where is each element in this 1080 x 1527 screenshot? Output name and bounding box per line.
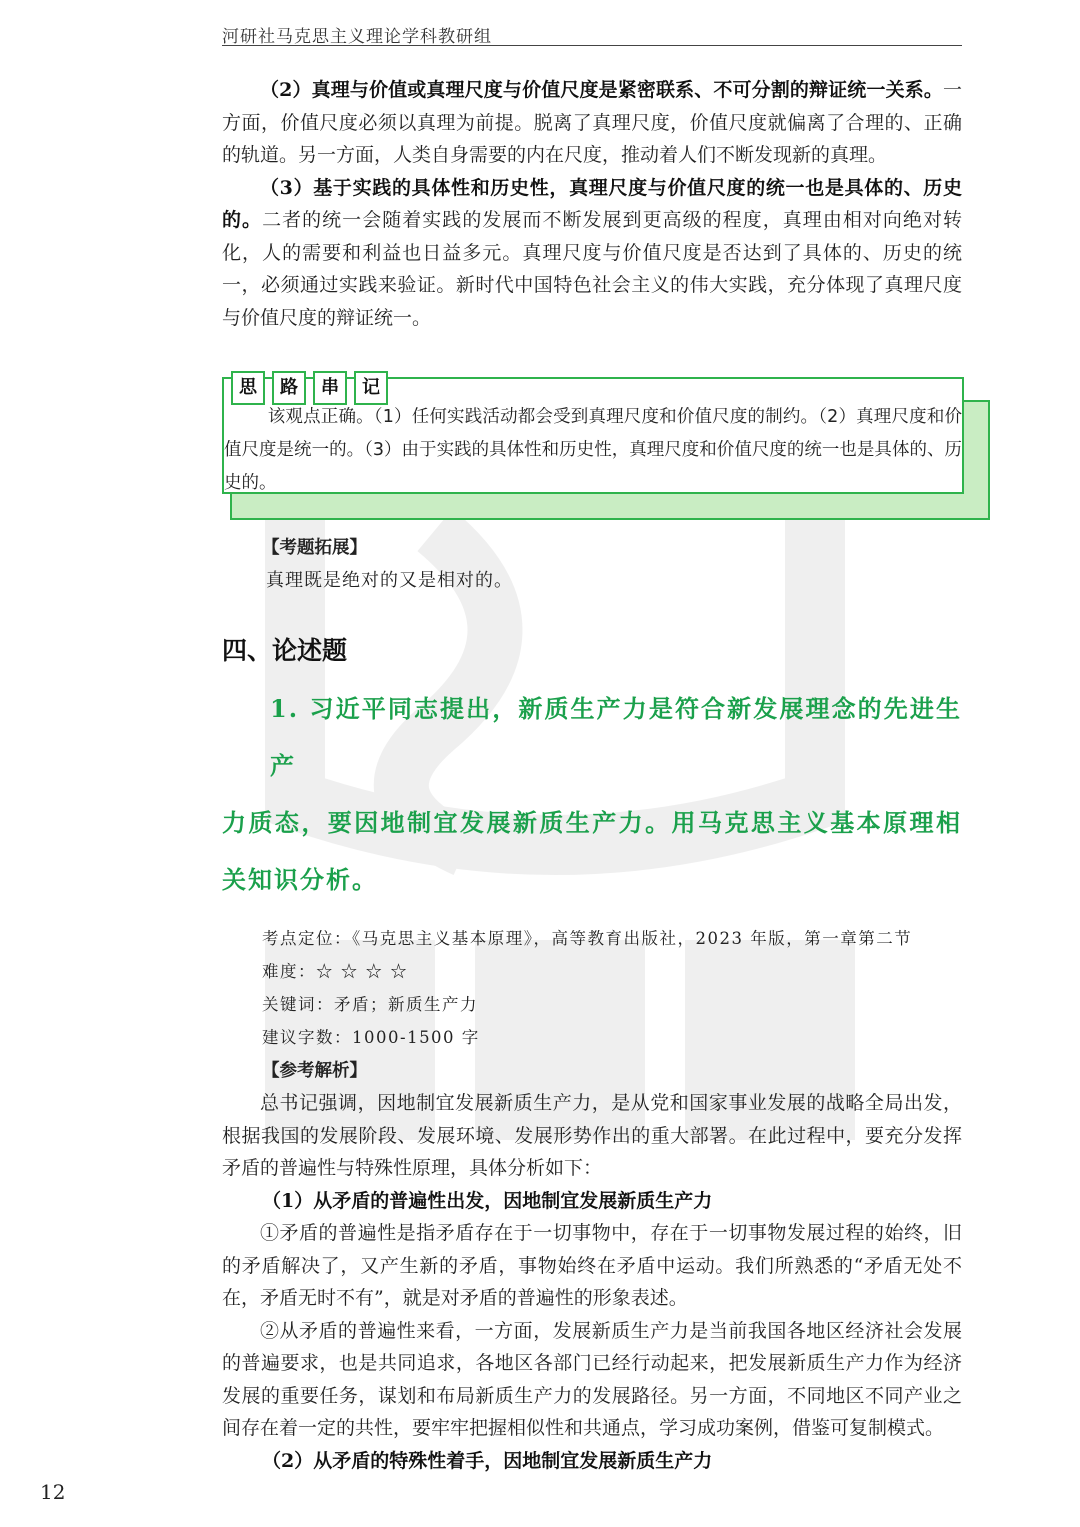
note-tag: 路 xyxy=(272,371,306,405)
page-number: 12 xyxy=(40,1480,66,1504)
paragraph-2 xyxy=(222,74,962,172)
analysis-subheading-1: （1）从矛盾的普遍性出发，因地制宜发展新质生产力 xyxy=(262,1189,713,1212)
analysis-item-1: ①矛盾的普遍性是指矛盾存在于一切事物中，存在于一切事物发展过程的始终，旧的矛盾解决了，又产生新的矛盾，事物始终在矛盾中运动。我们所熟悉的“矛盾无处不在，矛盾无时不有”，就是对矛盾的普遍性的形象表述。 xyxy=(222,1222,962,1309)
meta-keywords: 关键词：矛盾；新质生产力 xyxy=(262,994,478,1014)
note-text: 该观点正确。（1）任何实践活动都会受到真理尺度和价值尺度的制约。（2）真理尺度和价值尺度是统一的。（3）由于实践的具体性和历史性，真理尺度和价值尺度的统一也是具体的、历史的。 xyxy=(224,407,962,493)
paragraph-3-text: 二者的统一会随着实践的发展而不断发展到更高级的程度，真理由相对向绝对转化，人的需要和利益也日益多元。真理尺度与价值尺度是否达到了具体的、历史的统一，必须通过实践来验证。新时代中国特色社会主义的伟大实践，充分体现了真理尺度与价值尺度的辩证统一。 xyxy=(222,209,962,329)
thinking-note xyxy=(222,370,962,520)
paragraph-2-bold: （2）真理与价值或真理尺度与价值尺度是紧密联系、不可分割的辩证统一关系。 xyxy=(260,79,943,101)
note-tag: 思 xyxy=(231,371,265,405)
question-meta xyxy=(222,922,962,1054)
analysis-intro: 总书记强调，因地制宜发展新质生产力，是从党和国家事业发展的战略全局出发，根据我国的发展阶段、发展环境、发展形势作出的重大部署。在此过程中，要充分发挥矛盾的普遍性与特殊性原理，具体分析如下： xyxy=(222,1092,962,1179)
paragraph-2-text: 一方面，价值尺度必须以真理为前提。脱离了真理尺度，价值尺度就偏离了合理的、正确的轨道。另一方面，人类自身需要的内在尺度，推动着人们不断发现新的真理。 xyxy=(222,79,962,166)
meta-difficulty: 难度：☆ ☆ ☆ ☆ xyxy=(262,961,409,981)
extension-text: 真理既是绝对的又是相对的。 xyxy=(266,569,513,591)
paragraph-3-bold: （3）基于实践的具体性和历史性，真理尺度与价值尺度的统一也是具体的、历史的。 xyxy=(222,176,962,231)
note-tags xyxy=(231,371,388,405)
meta-location: 考点定位：《马克思主义基本原理》，高等教育出版社，2023 年版，第一章第二节 xyxy=(262,928,913,948)
page-content xyxy=(222,74,962,1477)
meta-word-count: 建议字数：1000-1500 字 xyxy=(262,1027,480,1047)
running-header: 河研社马克思主义理论学科教研组 xyxy=(222,27,492,47)
question-text xyxy=(222,680,962,908)
analysis-item-2: ②从矛盾的普遍性来看，一方面，发展新质生产力是当前我国各地区经济社会发展的普遍要求，也是共同追求，各地区各部门已经行动起来，把发展新质生产力作为经济发展的重要任务，谋划和布局新质生产力的发展路径。另一方面，不同地区不同产业之间存在着一定的共性，要牢牢把握相似性和共通点，学习成功案例，借鉴可复制模式。 xyxy=(222,1319,962,1439)
note-tag: 串 xyxy=(313,371,347,405)
paragraph-3 xyxy=(222,172,962,335)
question-rest: 力质态，要因地制宜发展新质生产力。用马克思主义基本原理相关知识分析。 xyxy=(222,807,962,894)
extension-heading: 【考题拓展】 xyxy=(262,538,367,558)
question-lead: 1. 习近平同志提出，新质生产力是符合新发展理念的先进生产 xyxy=(270,693,962,780)
analysis-heading: 【参考解析】 xyxy=(262,1060,367,1081)
note-tag: 记 xyxy=(354,371,388,405)
analysis-subheading-2: （2）从矛盾的特殊性着手，因地制宜发展新质生产力 xyxy=(262,1449,713,1472)
section-title: 四、论述题 xyxy=(222,636,348,665)
header-rule xyxy=(222,45,962,46)
note-box xyxy=(222,377,964,494)
